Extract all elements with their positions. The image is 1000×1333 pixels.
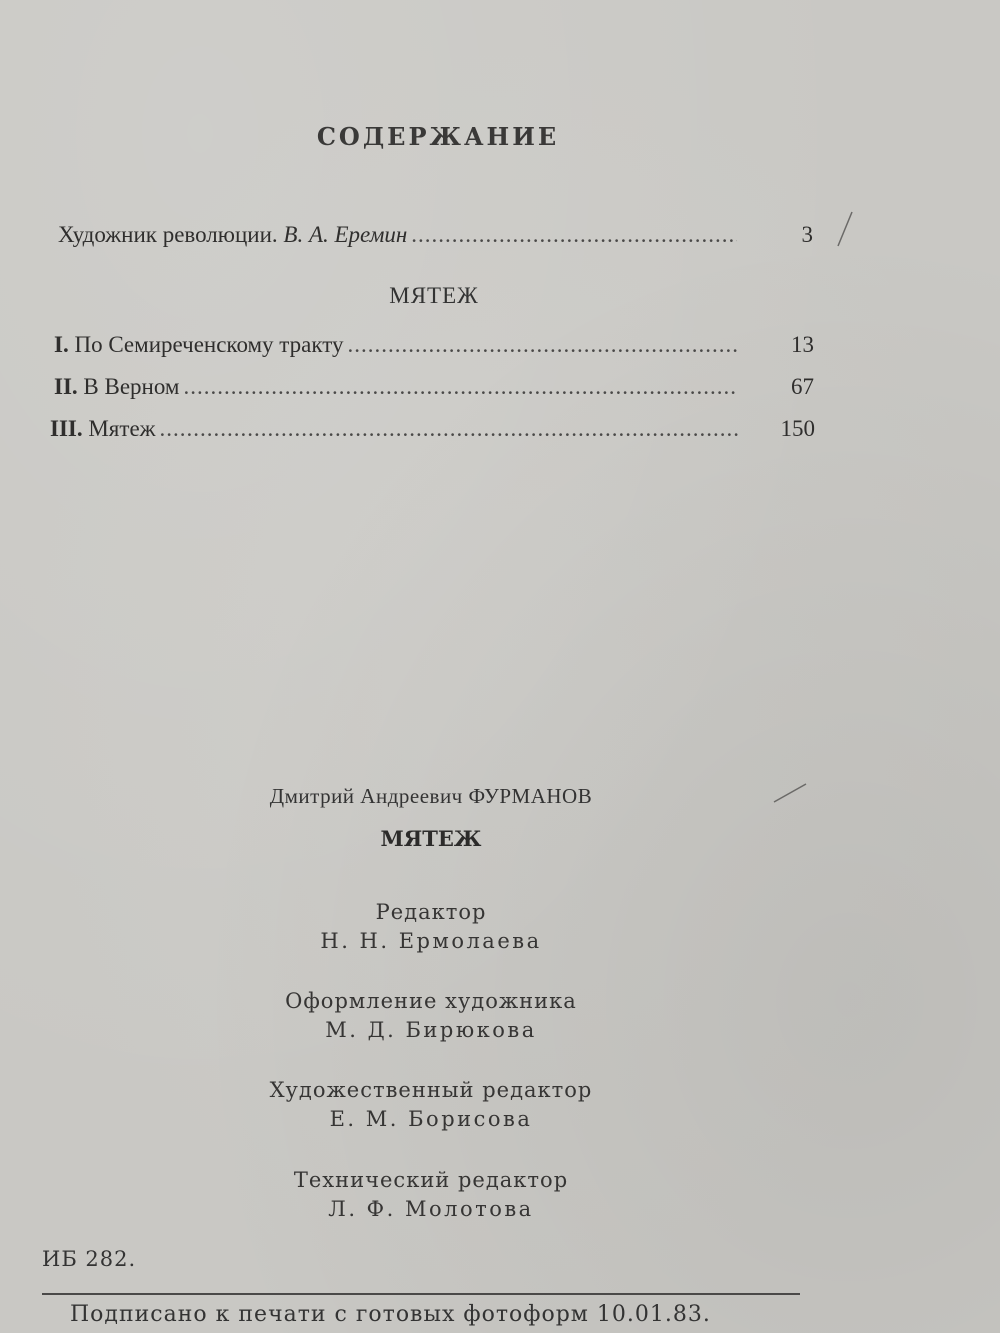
book-title: МЯТЕЖ xyxy=(380,826,482,851)
chapter-number: III. xyxy=(50,416,83,441)
credit-name: Н. Н. Ермолаева xyxy=(320,929,542,953)
chapter-title: В Верном xyxy=(83,374,180,399)
credit-name: Е. М. Борисова xyxy=(329,1107,533,1131)
dot-leader xyxy=(183,374,738,400)
pencil-mark xyxy=(830,210,860,250)
toc-entry-title: Художник революции. xyxy=(58,222,278,247)
credit-designer xyxy=(0,987,862,1045)
credit-role: Технический редактор xyxy=(293,1168,569,1192)
toc-entry-chapter-1 xyxy=(54,332,814,358)
chapter-title: По Семиреченскому тракту xyxy=(74,332,344,357)
horizontal-rule xyxy=(42,1293,800,1295)
credit-name: М. Д. Бирюкова xyxy=(325,1018,537,1042)
contents-heading: СОДЕРЖАНИЕ xyxy=(316,122,560,151)
credit-tech-editor xyxy=(0,1166,862,1224)
pencil-stroke xyxy=(774,784,806,802)
author-surname: ФУРМАНОВ xyxy=(468,784,593,808)
chapter-page: 150 xyxy=(780,416,815,441)
author-given-names: Дмитрий Андреевич xyxy=(269,784,463,808)
dot-leader xyxy=(160,416,739,442)
book-author xyxy=(0,784,862,809)
dot-leader xyxy=(411,222,737,248)
pencil-stroke xyxy=(838,212,852,246)
toc-entry-page: 3 xyxy=(801,222,813,247)
chapter-number: I. xyxy=(54,332,69,357)
credit-role: Художественный редактор xyxy=(269,1078,593,1102)
credit-role: Редактор xyxy=(375,900,487,924)
credit-role: Оформление художника xyxy=(285,989,577,1013)
pencil-mark xyxy=(770,780,810,810)
chapter-page: 67 xyxy=(791,374,814,399)
section-heading: МЯТЕЖ xyxy=(389,283,479,308)
credit-art-editor xyxy=(0,1076,862,1134)
chapter-page: 13 xyxy=(791,332,814,357)
credit-name: Л. Ф. Молотова xyxy=(328,1197,534,1221)
chapter-number: II. xyxy=(54,374,78,399)
credit-editor xyxy=(0,898,862,956)
chapter-title: Мятеж xyxy=(88,416,156,441)
toc-entry-author: В. А. Еремин xyxy=(283,222,408,247)
dot-leader xyxy=(347,332,738,358)
ib-number: ИБ 282. xyxy=(42,1247,137,1271)
print-signed-line: Подписано к печати с готовых фотоформ 10.01.83. xyxy=(70,1302,711,1327)
toc-entry-intro xyxy=(58,222,813,248)
toc-entry-chapter-2 xyxy=(54,374,814,400)
toc-entry-chapter-3 xyxy=(50,416,815,442)
